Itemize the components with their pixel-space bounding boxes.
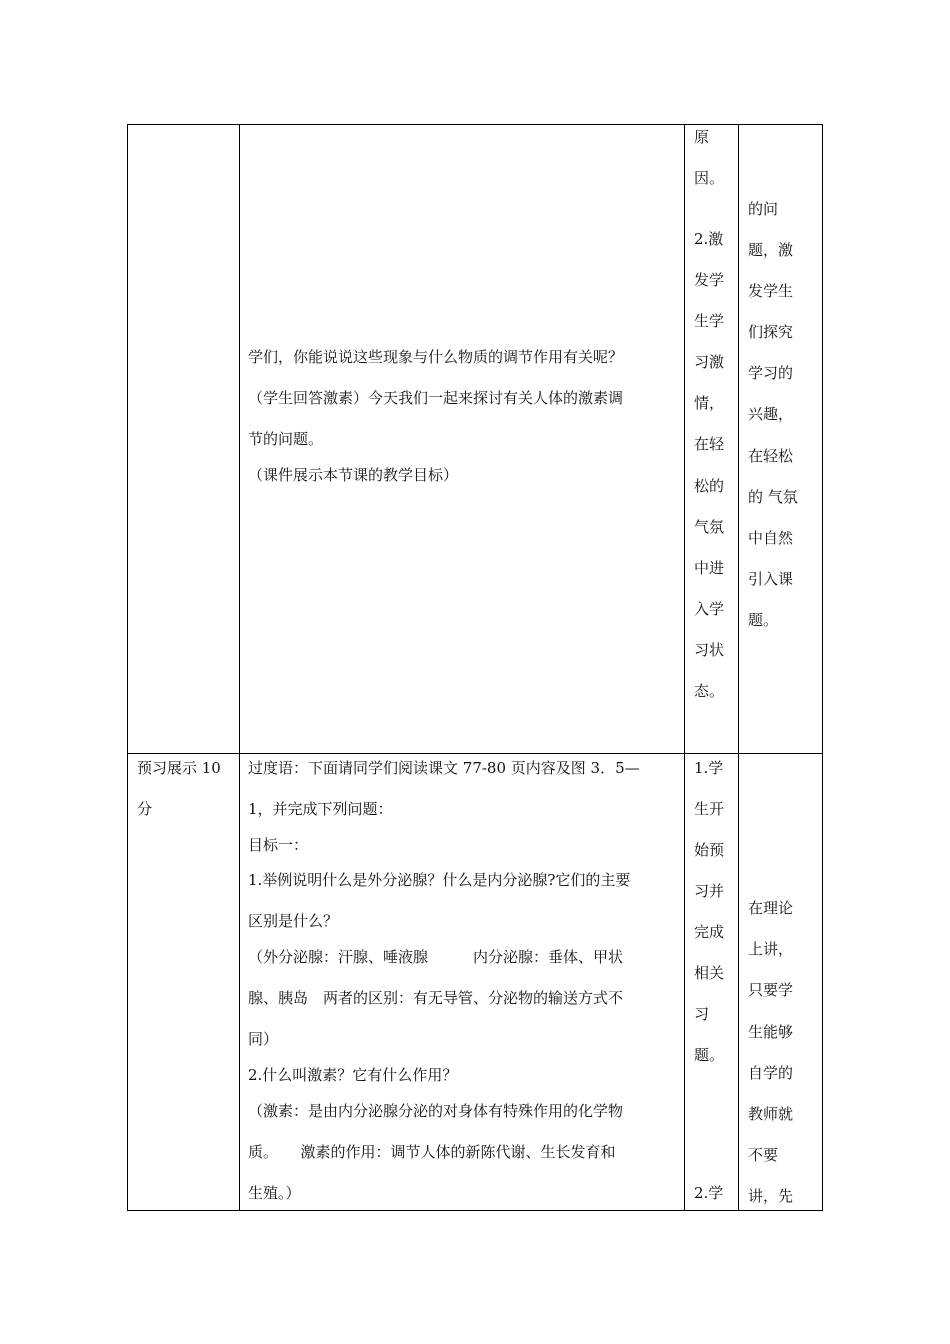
cell-line: 在理论	[748, 899, 794, 917]
cell-line: 们探究	[748, 323, 794, 341]
cell-line: 情，	[694, 394, 725, 412]
paragraph-line: 节的问题。	[248, 430, 324, 448]
cell-line: 生学	[694, 312, 725, 330]
paragraph-line: 学们，你能说说这些现象与什么物质的调节作用有关呢？	[248, 348, 624, 366]
cell-line: 自学的	[748, 1064, 794, 1082]
cell-line: 的问	[748, 200, 779, 218]
table-border-top	[127, 124, 823, 125]
cell-line: 相关	[694, 964, 725, 982]
cell-line: 的 气氛	[748, 488, 798, 506]
cell-line: 习状	[694, 641, 725, 659]
cell-line: 题。	[748, 611, 779, 629]
paragraph-line: 1，并完成下列问题：	[248, 800, 393, 818]
cell-line: 因。	[694, 169, 725, 187]
table-column-divider-1	[239, 124, 240, 1211]
cell-line: 态。	[694, 682, 725, 700]
cell-line: 发学生	[748, 282, 794, 300]
cell-line: 入学	[694, 600, 725, 618]
cell-line: 松的	[694, 477, 725, 495]
stage-label: 预习展示 10	[137, 759, 221, 777]
paragraph-line: 同）	[248, 1030, 279, 1048]
cell-line: 2.学	[694, 1184, 724, 1202]
table-border-bottom	[127, 1210, 823, 1211]
paragraph-line: 目标一：	[248, 836, 309, 854]
cell-line: 题，激	[748, 241, 794, 259]
paragraph-line: 区别是什么？	[248, 912, 339, 930]
cell-line: 只要学	[748, 981, 794, 999]
cell-line: 原	[694, 128, 710, 146]
cell-line: 中自然	[748, 529, 794, 547]
table-row-divider	[127, 753, 823, 754]
cell-line: 习激	[694, 353, 725, 371]
cell-line: 习并	[694, 882, 725, 900]
cell-line: 兴趣，	[748, 405, 794, 423]
table-border-left	[127, 124, 128, 1211]
cell-line: 学习的	[748, 364, 794, 382]
cell-line: 不要	[748, 1146, 779, 1164]
cell-line: 气氛	[694, 518, 725, 536]
paragraph-line: （激素：是由内分泌腺分泌的对身体有特殊作用的化学物	[248, 1102, 624, 1120]
cell-line: 完成	[694, 923, 725, 941]
cell-line: 1.学	[694, 759, 724, 777]
paragraph-line: 腺、胰岛 两者的区别：有无导管、分泌物的输送方式不	[248, 989, 624, 1007]
stage-label: 分	[137, 800, 153, 818]
table-column-divider-2	[684, 124, 685, 1211]
paragraph-line: （学生回答激素）今天我们一起来探讨有关人体的激素调	[248, 389, 624, 407]
paragraph-line: 质。 激素的作用：调节人体的新陈代谢、生长发育和	[248, 1143, 616, 1161]
paragraph-line: （课件展示本节课的教学目标）	[248, 466, 459, 484]
cell-line: 发学	[694, 271, 725, 289]
paragraph-line: 生殖。）	[248, 1184, 301, 1202]
paragraph-line: （外分泌腺：汗腺、唾液腺 内分泌腺：垂体、甲状	[248, 948, 624, 966]
cell-line: 题。	[694, 1046, 725, 1064]
table-column-divider-3	[738, 124, 739, 1211]
paragraph-line: 过度语：下面请同学们阅读课文 77-80 页内容及图 3．5—	[248, 759, 640, 777]
table-border-right	[822, 124, 823, 1211]
cell-line: 教师就	[748, 1105, 794, 1123]
cell-line: 引入课	[748, 570, 794, 588]
cell-line: 生开	[694, 800, 725, 818]
paragraph-line: 2.什么叫激素？它有什么作用？	[248, 1066, 458, 1084]
cell-line: 习	[694, 1005, 710, 1023]
cell-line: 生能够	[748, 1023, 794, 1041]
cell-line: 始预	[694, 841, 725, 859]
cell-line: 在轻松	[748, 447, 794, 465]
cell-line: 在轻	[694, 435, 725, 453]
paragraph-line: 1.举例说明什么是外分泌腺？什么是内分泌腺?它们的主要	[248, 871, 631, 889]
cell-line: 讲，先	[748, 1187, 794, 1205]
cell-line: 上讲，	[748, 940, 794, 958]
cell-line: 2.激	[694, 230, 724, 248]
cell-line: 中进	[694, 559, 725, 577]
